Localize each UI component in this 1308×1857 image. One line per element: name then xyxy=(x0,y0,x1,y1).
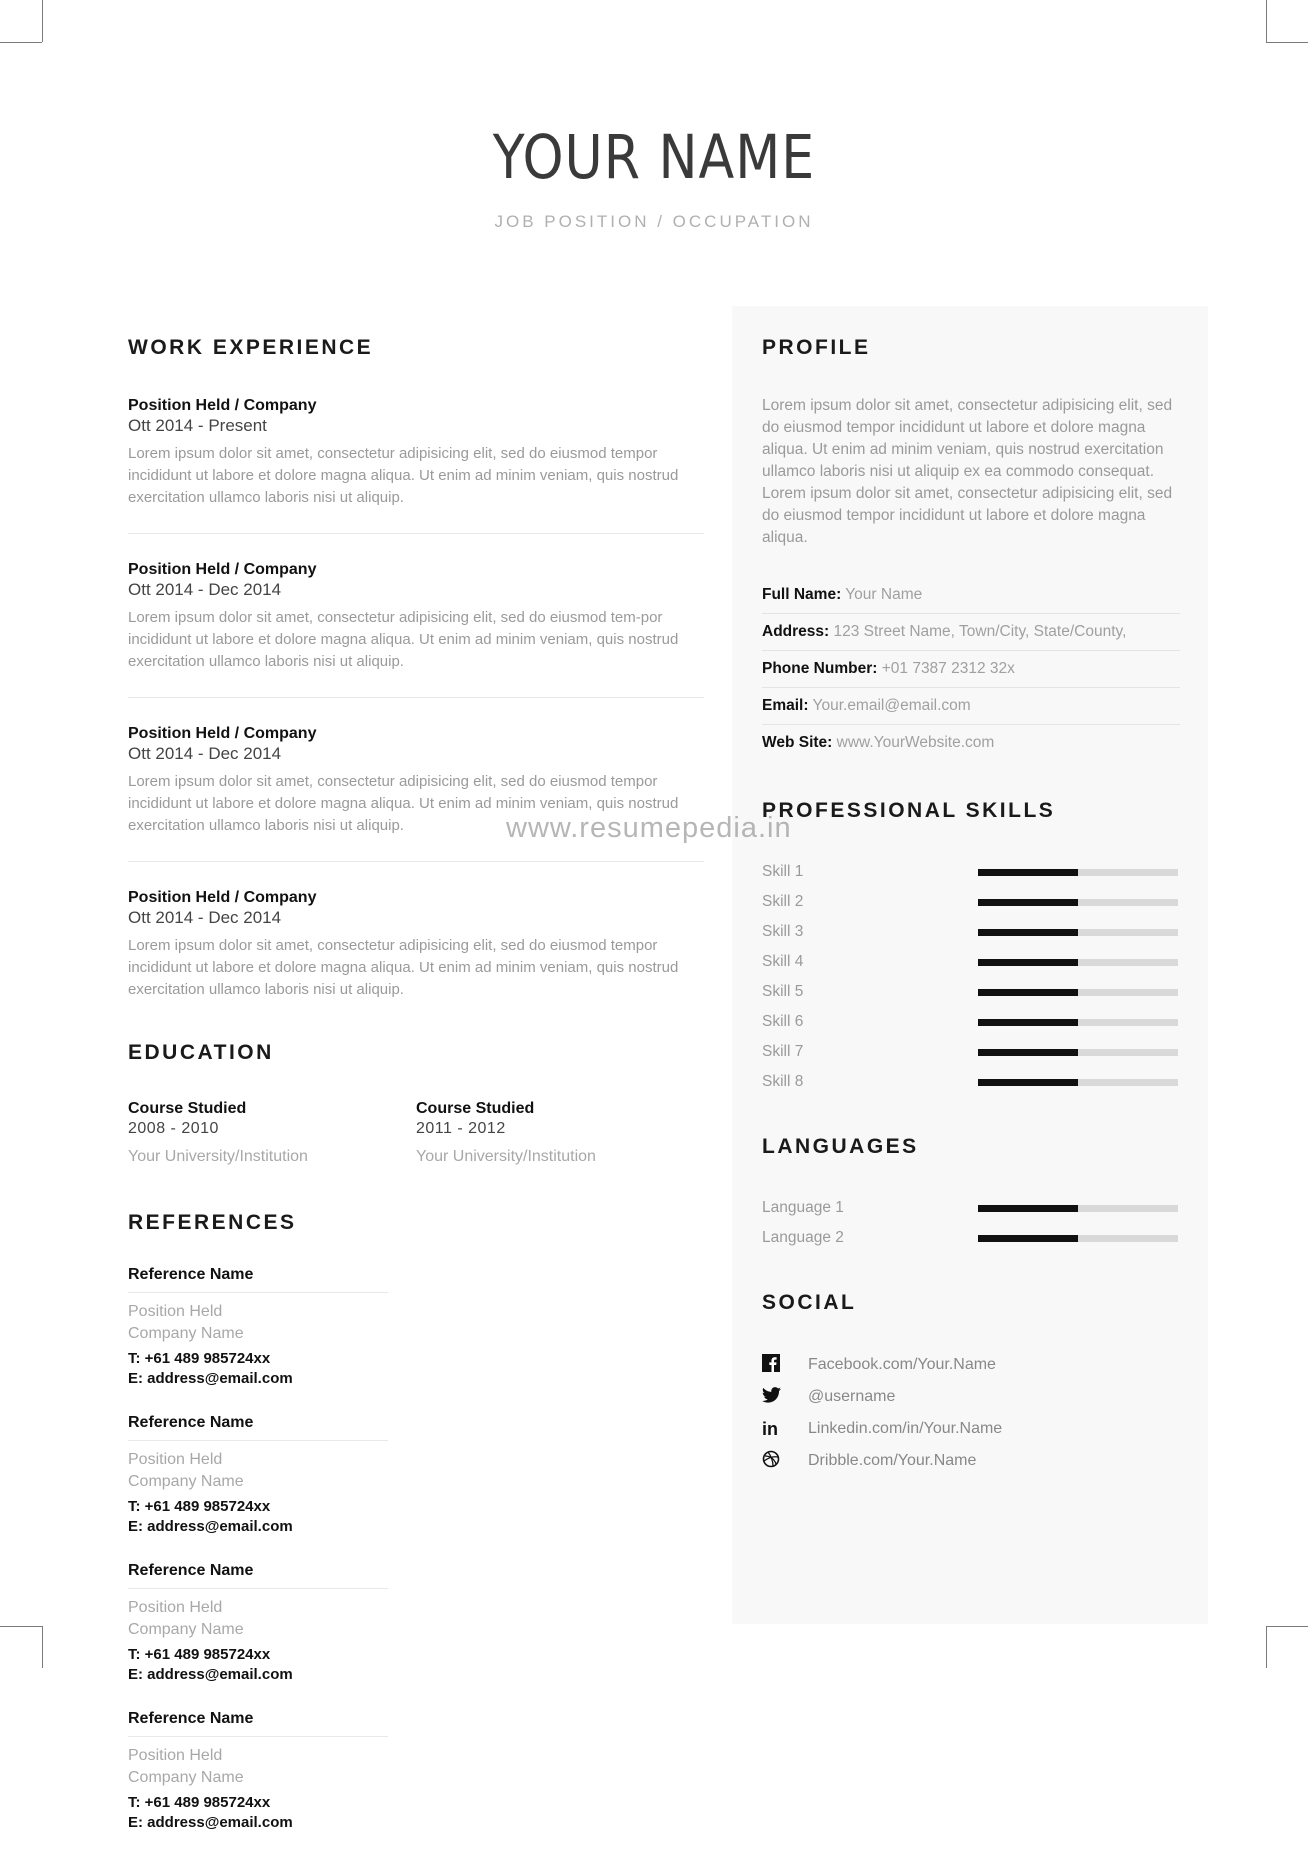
reference-entry xyxy=(128,1265,444,1413)
reference-phone: T: +61 489 985724xx xyxy=(128,1498,271,1515)
profile-heading: PROFILE xyxy=(762,336,871,359)
skill xyxy=(762,1037,1180,1067)
info-label: Address: xyxy=(762,623,830,640)
skill-bar-fill xyxy=(978,899,1078,906)
skill-bar xyxy=(978,869,1178,876)
resume-header xyxy=(0,121,1308,232)
crop-mark xyxy=(42,0,43,42)
reference-position: Position Held xyxy=(128,1303,223,1320)
divider xyxy=(128,861,704,862)
reference-company: Company Name xyxy=(128,1769,244,1786)
course-name: Course Studied xyxy=(128,1100,247,1117)
course-years: 2008 - 2010 xyxy=(128,1120,219,1137)
references-heading: REFERENCES xyxy=(128,1211,297,1234)
skill xyxy=(762,947,1180,977)
reference-position: Position Held xyxy=(128,1599,223,1616)
info-value: www.YourWebsite.com xyxy=(836,734,995,751)
skill-label: Skill 8 xyxy=(762,1073,804,1090)
info-label: Email: xyxy=(762,697,809,714)
dribbble-icon xyxy=(762,1450,808,1473)
reference-entry xyxy=(128,1709,444,1857)
reference-phone: T: +61 489 985724xx xyxy=(128,1350,271,1367)
reference-position: Position Held xyxy=(128,1747,223,1764)
skill-label: Skill 6 xyxy=(762,1013,804,1030)
social-list xyxy=(762,1349,1180,1477)
languages-heading: LANGUAGES xyxy=(762,1135,919,1158)
language-bar-fill xyxy=(978,1205,1078,1212)
job-entry xyxy=(128,396,704,509)
language-label: Language 1 xyxy=(762,1199,844,1216)
occupation: JOB POSITION / OCCUPATION xyxy=(494,212,814,231)
reference-email: E: address@email.com xyxy=(128,1814,293,1831)
job-dates: Ott 2014 - Dec 2014 xyxy=(128,744,282,763)
skills-heading: PROFESSIONAL SKILLS xyxy=(762,799,1056,822)
reference-name: Reference Name xyxy=(128,1413,388,1441)
education-heading: EDUCATION xyxy=(128,1041,274,1064)
social-heading: SOCIAL xyxy=(762,1291,857,1314)
job-position: Position Held / Company xyxy=(128,889,317,906)
reference-company: Company Name xyxy=(128,1325,244,1342)
linkedin-icon: in xyxy=(762,1418,778,1439)
facebook-icon xyxy=(762,1354,808,1377)
skill-bar-fill xyxy=(978,929,1078,936)
info-address xyxy=(762,614,1180,651)
reference-company: Company Name xyxy=(128,1621,244,1638)
watermark: www.resumepedia.in xyxy=(506,812,792,844)
education-entry xyxy=(416,1099,704,1167)
info-value: Your Name xyxy=(845,586,923,603)
institution: Your University/Institution xyxy=(416,1148,596,1165)
info-phone xyxy=(762,651,1180,688)
skill-bar-fill xyxy=(978,959,1078,966)
info-full-name xyxy=(762,577,1180,614)
skill xyxy=(762,857,1180,887)
language xyxy=(762,1223,1180,1253)
crop-mark xyxy=(1266,1626,1308,1627)
language-bar xyxy=(978,1205,1178,1212)
reference-list xyxy=(128,1265,704,1857)
language-bar-fill xyxy=(978,1235,1078,1242)
job-dates: Ott 2014 - Dec 2014 xyxy=(128,580,282,599)
skill-bar xyxy=(978,959,1178,966)
skill-bar xyxy=(978,1079,1178,1086)
crop-mark xyxy=(42,1626,43,1668)
language-list xyxy=(762,1193,1180,1253)
right-column xyxy=(762,336,1180,1477)
reference-name: Reference Name xyxy=(128,1561,388,1589)
language-label: Language 2 xyxy=(762,1229,844,1246)
job-description: Lorem ipsum dolor sit amet, consectetur adipisicing elit, sed do eiusmod tempor incididunt ut labore et dolore magna aliqua. Ut enim ad minim veniam, quis nostrud exercitation ullamco laboris nisi ut aliquip. xyxy=(128,445,679,506)
skill-bar xyxy=(978,1019,1178,1026)
language xyxy=(762,1193,1180,1223)
candidate-name: YOUR NAME xyxy=(492,121,816,193)
info-label: Full Name: xyxy=(762,586,842,603)
course-years: 2011 - 2012 xyxy=(416,1120,506,1137)
reference-entry xyxy=(128,1561,444,1709)
course-name: Course Studied xyxy=(416,1100,535,1117)
job-position: Position Held / Company xyxy=(128,725,317,742)
work-experience-heading: WORK EXPERIENCE xyxy=(128,336,374,359)
job-entry xyxy=(128,888,704,1001)
job-description: Lorem ipsum dolor sit amet, consectetur adipisicing elit, sed do eiusmod tempor incididunt ut labore et dolore magna aliqua. Ut enim ad minim veniam, quis nostrud exercitation ullamco laboris nisi ut aliquip. xyxy=(128,937,679,998)
info-label: Phone Number: xyxy=(762,660,878,677)
skill-bar-fill xyxy=(978,989,1078,996)
reference-name: Reference Name xyxy=(128,1709,388,1737)
job-description: Lorem ipsum dolor sit amet, consectetur adipisicing elit, sed do eiusmod tem-por incididunt ut labore et dolore magna aliqua. Ut enim ad minim veniam, quis nostrud exercitation ullamco laboris nisi ut aliquip. xyxy=(128,609,679,670)
profile-summary: Lorem ipsum dolor sit amet, consectetur adipisicing elit, sed do eiusmod tempor incididunt ut labore et dolore magna aliqua. Ut enim ad minim veniam, quis nostrud exercitation ullamco laboris nisi ut aliquip ex ea commodo consequat. Lorem ipsum dolor sit amet, consectetur adipisicing elit, sed do eiusmod tempor incididunt ut labore et dolore magna aliqua. xyxy=(762,397,1173,546)
reference-phone: T: +61 489 985724xx xyxy=(128,1646,271,1663)
left-column xyxy=(128,336,704,1857)
crop-mark xyxy=(1266,1626,1267,1668)
info-email xyxy=(762,688,1180,725)
skill-bar xyxy=(978,929,1178,936)
info-label: Web Site: xyxy=(762,734,833,751)
skill xyxy=(762,1007,1180,1037)
language-bar xyxy=(978,1235,1178,1242)
reference-email: E: address@email.com xyxy=(128,1518,293,1535)
social-item[interactable] xyxy=(762,1445,1180,1477)
crop-mark xyxy=(1266,0,1267,42)
job-description: Lorem ipsum dolor sit amet, consectetur adipisicing elit, sed do eiusmod tempor incididunt ut labore et dolore magna aliqua. Ut enim ad minim veniam, quis nostrud exercitation ullamco laboris nisi ut aliquip. xyxy=(128,773,679,834)
skill-bar-fill xyxy=(978,1049,1078,1056)
social-link[interactable]: Linkedin.com/in/Your.Name xyxy=(808,1420,1003,1437)
institution: Your University/Institution xyxy=(128,1148,308,1165)
skill xyxy=(762,887,1180,917)
reference-position: Position Held xyxy=(128,1451,223,1468)
reference-company: Company Name xyxy=(128,1473,244,1490)
skill-label: Skill 4 xyxy=(762,953,804,970)
info-value: +01 7387 2312 32x xyxy=(881,660,1015,677)
reference-email: E: address@email.com xyxy=(128,1370,293,1387)
job-list xyxy=(128,396,704,1001)
skill xyxy=(762,1067,1180,1097)
skill xyxy=(762,977,1180,1007)
social-link[interactable]: Facebook.com/Your.Name xyxy=(808,1356,996,1373)
contact-info xyxy=(762,577,1180,761)
divider xyxy=(128,697,704,698)
skill-label: Skill 3 xyxy=(762,923,804,940)
skill-label: Skill 2 xyxy=(762,893,804,910)
skill-bar-fill xyxy=(978,1019,1078,1026)
reference-phone: T: +61 489 985724xx xyxy=(128,1794,271,1811)
reference-entry xyxy=(128,1413,444,1561)
job-entry xyxy=(128,560,704,673)
skill-label: Skill 1 xyxy=(762,863,804,880)
skill xyxy=(762,917,1180,947)
info-value: 123 Street Name, Town/City, State/County, xyxy=(833,623,1127,640)
skill-list xyxy=(762,857,1180,1097)
social-item[interactable] xyxy=(762,1413,1180,1445)
skill-bar-fill xyxy=(978,869,1078,876)
social-link[interactable]: Dribble.com/Your.Name xyxy=(808,1452,977,1469)
reference-email: E: address@email.com xyxy=(128,1666,293,1683)
social-item[interactable] xyxy=(762,1349,1180,1381)
crop-mark xyxy=(0,42,42,43)
divider xyxy=(128,533,704,534)
skill-bar xyxy=(978,899,1178,906)
social-item[interactable] xyxy=(762,1381,1180,1413)
crop-mark xyxy=(1266,42,1308,43)
social-link[interactable]: @username xyxy=(808,1388,896,1405)
skill-bar xyxy=(978,989,1178,996)
job-position: Position Held / Company xyxy=(128,561,317,578)
reference-name: Reference Name xyxy=(128,1265,388,1293)
skill-label: Skill 5 xyxy=(762,983,804,1000)
info-website xyxy=(762,725,1180,761)
job-dates: Ott 2014 - Present xyxy=(128,416,267,435)
education-entry xyxy=(128,1099,416,1167)
skill-bar-fill xyxy=(978,1079,1078,1086)
job-dates: Ott 2014 - Dec 2014 xyxy=(128,908,282,927)
job-position: Position Held / Company xyxy=(128,397,317,414)
info-value: Your.email@email.com xyxy=(812,697,971,714)
skill-bar xyxy=(978,1049,1178,1056)
skill-label: Skill 7 xyxy=(762,1043,804,1060)
twitter-icon xyxy=(762,1387,808,1408)
crop-mark xyxy=(0,1626,42,1627)
education-list xyxy=(128,1099,704,1167)
